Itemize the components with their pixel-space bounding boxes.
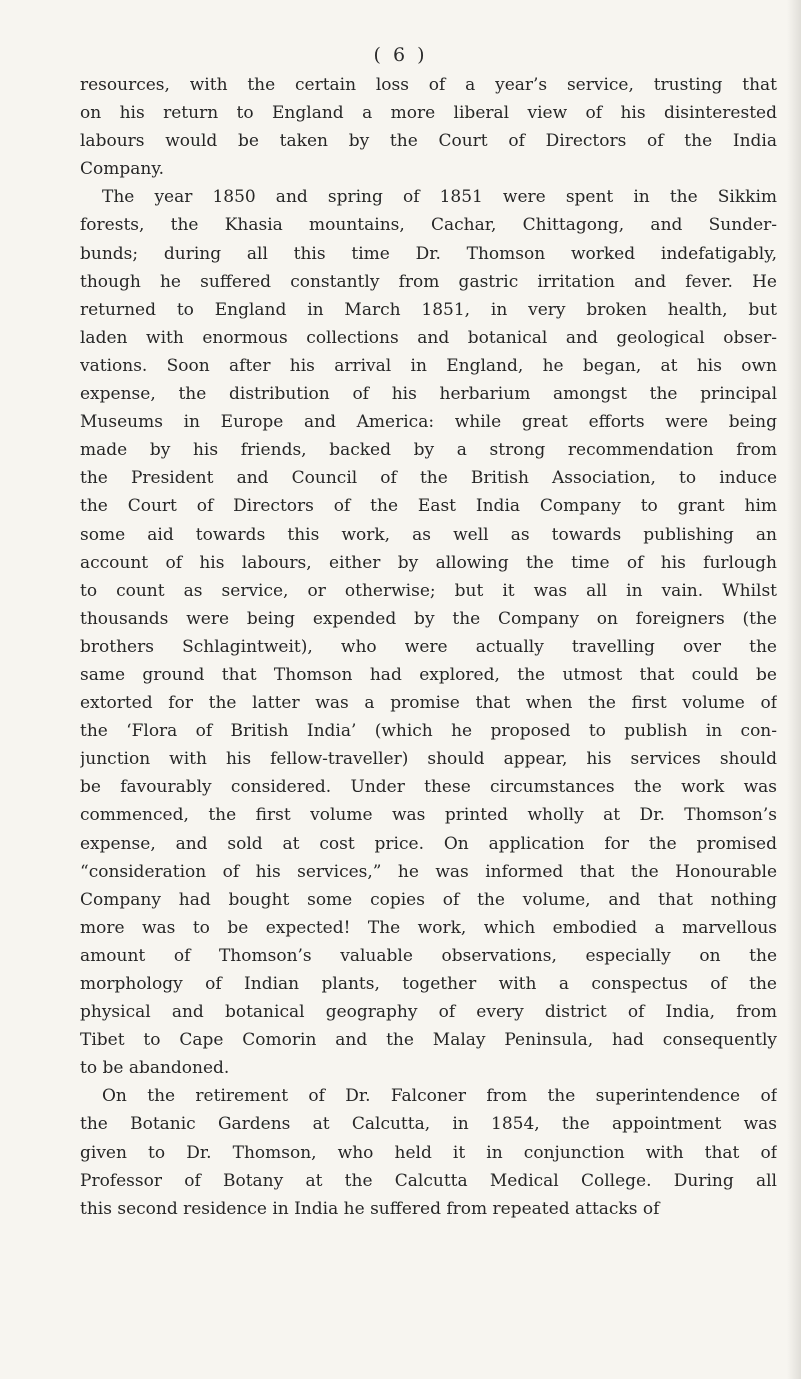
- text-line: account of his labours, either by allowing the time of his furlough: [80, 552, 777, 573]
- text-line: the President and Council of the British Association, to induce: [80, 468, 777, 489]
- text-line: to be abandoned.: [80, 1058, 230, 1079]
- text-line: be favourably considered. Under these circumstances the work was: [80, 777, 777, 798]
- text-line: amount of Thomson’s valuable observations, especially on the: [80, 945, 777, 966]
- text-line: forests, the Khasia mountains, Cachar, Chittagong, and Sunder-: [80, 215, 777, 236]
- text-line: On the retirement of Dr. Falconer from the superintendence of: [102, 1086, 777, 1107]
- text-line: though he suffered constantly from gastric irritation and fever. He: [80, 271, 777, 292]
- paragraph: [80, 1082, 777, 1222]
- text-line: Professor of Botany at the Calcutta Medical College. During all: [80, 1170, 777, 1191]
- text-line: Company.: [80, 159, 165, 180]
- text-line: to count as service, or otherwise; but it was all in vain. Whilst: [80, 580, 777, 601]
- text-line: physical and botanical geography of every district of India, from: [80, 1002, 777, 1023]
- text-line: more was to be expected! The work, which embodied a marvellous: [80, 917, 777, 938]
- text-line: this second residence in India he suffered from repeated attacks of: [80, 1198, 660, 1219]
- paragraph: [80, 183, 777, 1082]
- text-line: expense, the distribution of his herbarium amongst the principal: [80, 384, 777, 405]
- text-line: vations. Soon after his arrival in England, he began, at his own: [80, 355, 777, 376]
- text-line: on his return to England a more liberal view of his disinterested: [80, 103, 777, 124]
- text-line: morphology of Indian plants, together with a conspectus of the: [80, 974, 777, 994]
- text-line: junction with his fellow-traveller) should appear, his services should: [80, 749, 777, 770]
- text-line: laden with enormous collections and botanical and geological obser-: [80, 327, 777, 348]
- text-line: Tibet to Cape Comorin and the Malay Peninsula, had consequently: [80, 1030, 777, 1051]
- text-line: “consideration of his services,” he was informed that the Honourable: [80, 861, 777, 882]
- paragraph: [80, 71, 777, 183]
- text-line: the Botanic Gardens at Calcutta, in 1854, the appointment was: [80, 1114, 777, 1135]
- page-edge-shadow: [787, 0, 801, 1379]
- text-line: same ground that Thomson had explored, the utmost that could be: [80, 664, 777, 685]
- text-line: returned to England in March 1851, in very broken health, but: [80, 299, 777, 320]
- text-line: thousands were being expended by the Company on foreigners (the: [80, 608, 777, 629]
- text-line: The year 1850 and spring of 1851 were spent in the Sikkim: [102, 187, 777, 208]
- text-line: the Court of Directors of the East India Company to grant him: [80, 496, 777, 517]
- text-line: labours would be taken by the Court of Directors of the India: [80, 131, 777, 152]
- text-line: brothers Schlagintweit), who were actually travelling over the: [80, 636, 777, 657]
- text-line: the ‘Flora of British India’ (which he proposed to publish in con-: [80, 721, 777, 742]
- text-line: expense, and sold at cost price. On application for the promised: [80, 833, 777, 854]
- text-line: some aid towards this work, as well as towards publishing an: [80, 524, 777, 545]
- text-line: commenced, the first volume was printed wholly at Dr. Thomson’s: [80, 805, 777, 826]
- page-number: ( 6 ): [373, 44, 428, 66]
- text-line: resources, with the certain loss of a year’s service, trusting that: [80, 75, 777, 95]
- text-line: Company had bought some copies of the volume, and that nothing: [80, 889, 777, 910]
- text-line: bunds; during all this time Dr. Thomson worked indefatigably,: [80, 243, 777, 264]
- text-line: given to Dr. Thomson, who held it in conjunction with that of: [80, 1142, 777, 1163]
- text-line: made by his friends, backed by a strong recommendation from: [80, 440, 777, 461]
- body-text: [80, 71, 777, 1223]
- text-line: Museums in Europe and America: while great efforts were being: [80, 412, 777, 433]
- text-line: extorted for the latter was a promise that when the first volume of: [80, 693, 777, 714]
